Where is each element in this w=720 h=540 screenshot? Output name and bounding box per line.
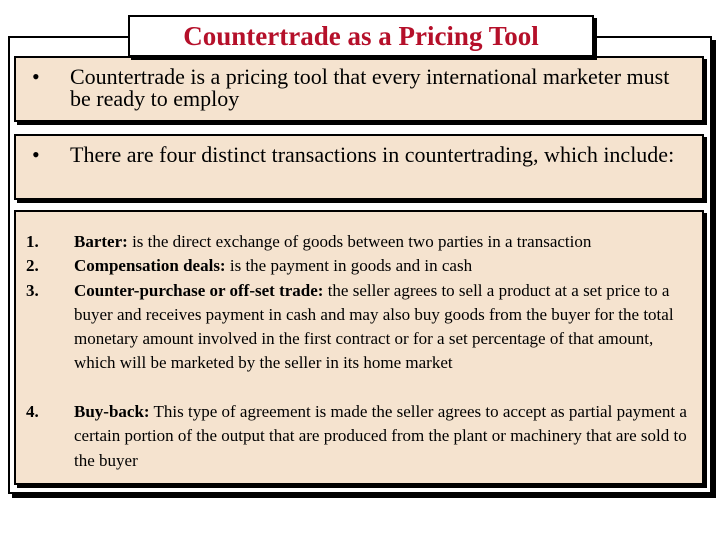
item-number: 1.	[26, 232, 39, 251]
item-description: is the payment in goods and in cash	[225, 256, 473, 276]
item-description: This type of agreement is made the seller agrees to accept as partial payment a certain portion of the output that are produced from the plant or machinery that are sold to the buyer	[74, 402, 687, 470]
item-term: Compensation deals:	[74, 256, 226, 276]
transactions-panel	[14, 210, 704, 485]
item-number: 2.	[26, 256, 39, 276]
bullet-panel-2	[14, 134, 704, 200]
item-term: Barter:	[74, 232, 128, 251]
item-term: Buy-back:	[74, 402, 150, 421]
bullet-marker: •	[32, 64, 40, 89]
item-description: is the direct exchange of goods between two parties in a transaction	[127, 232, 592, 251]
item-number: 4.	[26, 402, 39, 421]
item-number: 3.	[26, 280, 39, 300]
bullet-panel-1	[14, 56, 704, 122]
slide-title: Countertrade as a Pricing Tool	[183, 20, 539, 51]
bullet-text-2: There are four distinct transactions in countertrading, which include:	[70, 142, 675, 167]
bullet-marker: •	[32, 142, 40, 167]
bullet-text-1: Countertrade is a pricing tool that every international marketer must be ready to employ	[70, 64, 670, 111]
item-description: the seller agrees to sell a product at a set price to a buyer and receives payment in cash and may also buy goods from the buyer for the total monetary amount involved in the first contract or for a set percentage of that amount, which will be marketed by the seller in its home market	[74, 280, 674, 373]
item-term: Counter-purchase or off-set trade:	[74, 280, 324, 300]
title-box	[128, 15, 594, 57]
